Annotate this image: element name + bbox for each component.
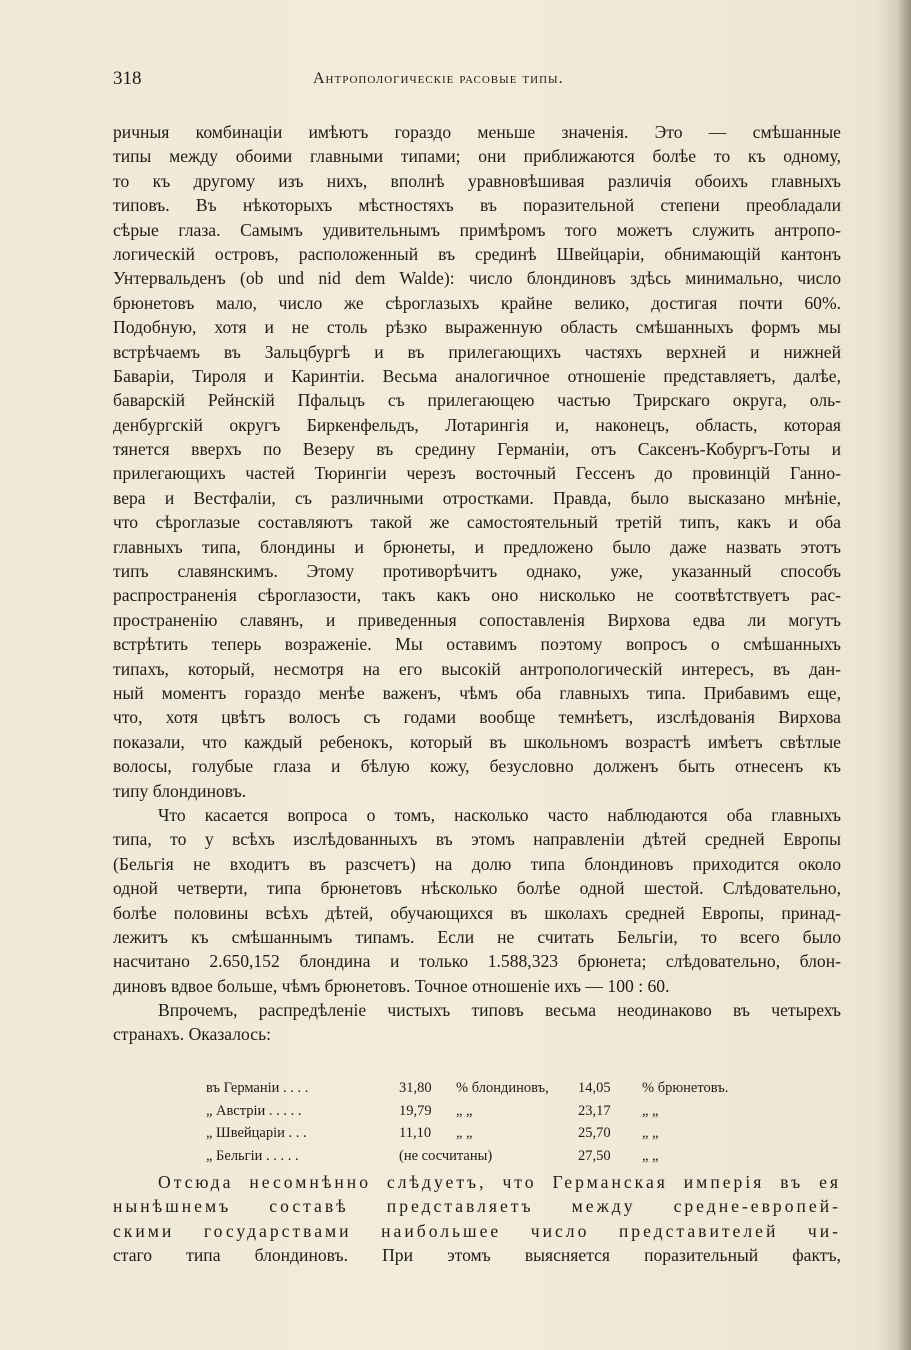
text-line: типы между обоими главными типами; они приближаются болѣе то къ одному, <box>113 146 841 167</box>
text-line: лежитъ къ смѣшаннымъ типамъ. Если не считать Бельгіи, то всего было <box>113 926 841 947</box>
table-cell-brunette: 14,05 <box>578 1080 611 1096</box>
text-line: прилегающихъ частей Тюрингіи черезъ восточный Гессенъ до провинцій Ганно- <box>113 463 841 484</box>
page-number: 318 <box>113 68 142 89</box>
table-cell-brunette: 25,70 <box>578 1125 611 1141</box>
text-line: брюнетовъ мало, число же сѣроглазыхъ крайне велико, достигая почти 60%. <box>113 292 841 313</box>
table-cell-unit: „ „ <box>456 1125 473 1141</box>
text-line: стаго типа блондиновъ. При этомъ выясняется поразительный фактъ, <box>113 1245 841 1266</box>
table-cell-brunette: 23,17 <box>578 1102 611 1119</box>
text-line: что сѣроглазые составляютъ такой же самостоятельный третій типъ, какъ и оба <box>113 512 841 533</box>
table-cell-blond: 11,10 <box>399 1125 432 1141</box>
text-line: странахъ. Оказалось: <box>113 1024 272 1045</box>
table-cell-country: „ Бельгіи . . . . . <box>206 1147 299 1164</box>
text-line: типовъ. Въ нѣкоторыхъ мѣстностяхъ въ поразительной степени преобладали <box>113 195 841 216</box>
table-cell-blond: 31,80 <box>399 1080 432 1096</box>
text-line: баварскій Рейнскій Пфальцъ съ прилегающею частью Трирскаго округа, оль- <box>113 390 841 411</box>
text-line: тянется вверхъ по Везеру въ средину Германіи, отъ Саксенъ-Кобургъ-Готы и <box>113 439 841 460</box>
table-row <box>206 1077 766 1100</box>
text-line: Баваріи, Тироля и Каринтіи. Весьма аналогичное отношеніе представляетъ, далѣе, <box>113 365 841 386</box>
main-text <box>113 120 841 1047</box>
table-cell-unit: „ „ <box>456 1102 473 1119</box>
table-row <box>206 1122 766 1145</box>
text-line: распространенія сѣроглазости, такъ какъ оно нисколько не соотвѣтствуетъ рас- <box>113 585 841 606</box>
text-line: пространенію славянъ, и приведенныя сопоставленія Вирхова едва ли могутъ <box>113 609 841 630</box>
running-title: Антропологическіе расовые типы. <box>313 70 564 87</box>
text-line: волосы, голубые глаза и бѣлую кожу, безусловно долженъ быть отнесенъ къ <box>113 756 841 777</box>
table-cell-unit: „ „ <box>642 1102 659 1119</box>
text-line: показали, что каждый ребенокъ, который въ школьномъ возрастѣ имѣетъ свѣтлые <box>113 731 841 752</box>
text-line: что, хотя цвѣтъ волосъ съ годами вообще темнѣетъ, изслѣдованія Вирхова <box>113 707 841 728</box>
text-line: сѣрые глаза. Самымъ удивительнымъ примѣромъ того можетъ служить антропо- <box>113 219 841 240</box>
text-line: денбургскій округъ Биркенфельдъ, Лотарингія и, наконецъ, область, которая <box>113 414 841 435</box>
table-cell-unit: % брюнетовъ. <box>642 1080 729 1096</box>
text-line: Что касается вопроса о томъ, насколько часто наблюдаются оба главныхъ <box>158 804 841 825</box>
text-line: нынѣшнемъ составѣ представляетъ между средне-европей- <box>113 1196 841 1217</box>
text-line: болѣе половины всѣхъ дѣтей, обучающихся въ школахъ средней Европы, принад- <box>113 902 841 923</box>
text-line: ный моментъ гораздо менѣе важенъ, чѣмъ оба главныхъ типа. Прибавимъ еще, <box>113 682 841 703</box>
text-line: то къ другому изъ нихъ, вполнѣ уравновѣшивая различія обоихъ главныхъ <box>113 170 841 191</box>
text-line: типахъ, который, несмотря на его высокій антропологическій интересъ, въ дан- <box>113 658 841 679</box>
table-cell-country: „ Австріи . . . . . <box>206 1102 302 1119</box>
text-line: (Бельгія не входитъ въ разсчетъ) на долю типа блондиновъ приходится около <box>113 853 841 874</box>
text-line: типъ славянскимъ. Этому противорѣчитъ однако, уже, указанный способъ <box>113 561 841 582</box>
text-line: встрѣчаемъ въ Зальцбургѣ и въ прилегающихъ частяхъ верхней и нижней <box>113 341 841 362</box>
table-row <box>206 1100 766 1123</box>
text-line: вера и Вестфаліи, съ различными отростками. Правда, было высказано мнѣніе, <box>113 487 841 508</box>
table-row <box>206 1145 766 1168</box>
page-header <box>113 68 841 96</box>
text-line: одной четверти, типа брюнетовъ нѣсколько болѣе одной шестой. Слѣдовательно, <box>113 878 841 899</box>
closing-paragraph <box>113 1170 841 1268</box>
table-cell-blond: 19,79 <box>399 1102 432 1119</box>
table-cell-brunette: 27,50 <box>578 1147 611 1164</box>
text-line: типу блондиновъ. <box>113 780 247 801</box>
text-line: Отсюда несомнѣнно слѣдуетъ, что Германская имперія въ ея <box>158 1172 841 1192</box>
text-line: скими государствами наибольшее число представителей чи- <box>113 1220 841 1241</box>
table-cell-blond: (не сосчитаны) <box>399 1147 493 1164</box>
text-line: Унтервальденъ (ob und nid dem Walde): число блондиновъ здѣсь минимально, число <box>113 268 841 289</box>
text-line: диновъ вдвое больше, чѣмъ брюнетовъ. Точное отношеніе ихъ — 100 : 60. <box>113 975 670 996</box>
text-line: насчитано 2.650,152 блондина и только 1.588,323 брюнета; слѣдовательно, блон- <box>113 951 841 972</box>
table-cell-unit: „ „ <box>642 1147 659 1164</box>
table-cell-country: въ Германіи . . . . <box>206 1080 309 1096</box>
text-line: главныхъ типа, блондины и брюнеты, и предложено было даже назвать этотъ <box>113 536 841 557</box>
text-line: логическій островъ, расположенный въ срединѣ Швейцаріи, обнимающій кантонъ <box>113 243 841 264</box>
text-line: встрѣтить теперь возраженіе. Мы оставимъ поэтому вопросъ о смѣшанныхъ <box>113 634 841 655</box>
table-cell-unit: % блондиновъ, <box>456 1080 549 1096</box>
text-line: Впрочемъ, распредѣленіе чистыхъ типовъ весьма неодинаково въ четырехъ <box>158 1000 841 1021</box>
table-cell-unit: „ „ <box>642 1125 659 1141</box>
statistics-table <box>206 1077 766 1167</box>
text-line: Подобную, хотя и не столь рѣзко выраженную область смѣшанныхъ формъ мы <box>113 317 841 338</box>
page-edge-shadow <box>897 0 911 1350</box>
text-line: ричныя комбинаціи имѣютъ гораздо меньше значенія. Это — смѣшанные <box>113 122 841 142</box>
text-line: типа, то у всѣхъ изслѣдованныхъ въ этомъ направленіи дѣтей средней Европы <box>113 829 841 850</box>
table-cell-country: „ Швейцаріи . . . <box>206 1125 307 1141</box>
